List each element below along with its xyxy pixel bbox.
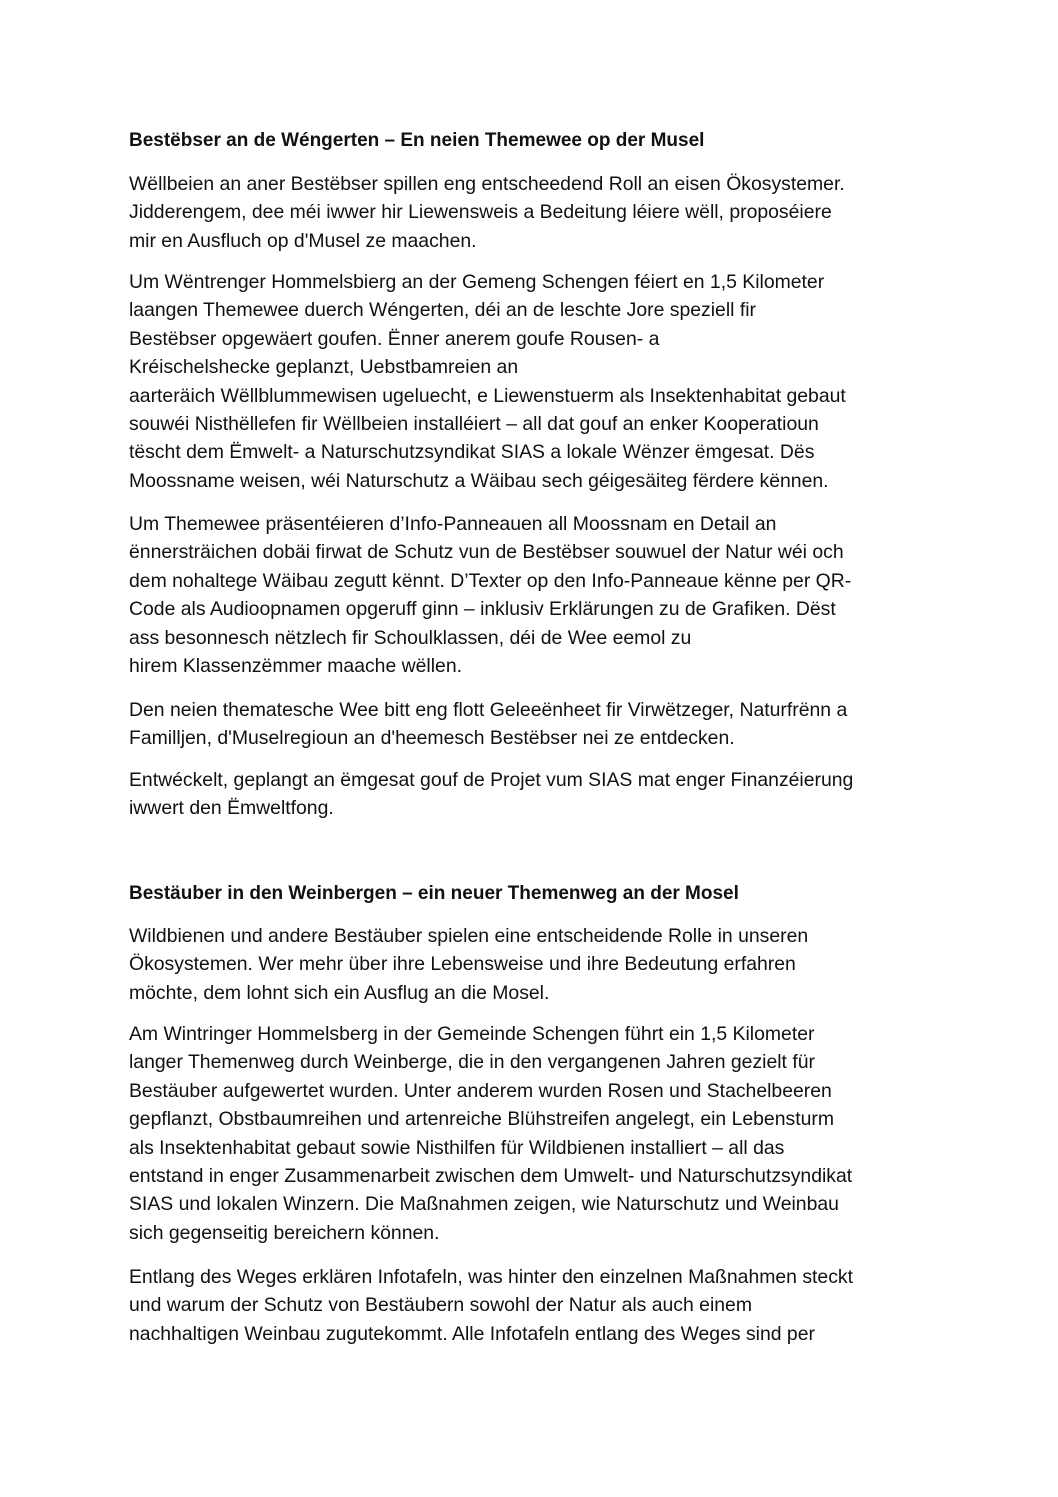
text-line: ass besonnesch nëtzlech fir Schoulklassen, déi de Wee eemol zu xyxy=(129,626,692,649)
paragraph-de-1 xyxy=(129,922,929,1007)
heading-luxembourgish: Bestëbser an de Wéngerten – En neien Themewee op der Musel xyxy=(129,130,705,151)
text-line: ënnersträichen dobäi firwat de Schutz vun de Bestëbser souwuel der Natur wéi och xyxy=(129,541,844,564)
text-line: SIAS und lokalen Winzern. Die Maßnahmen zeigen, wie Naturschutz und Weinbau xyxy=(129,1193,839,1216)
heading-german: Bestäuber in den Weinbergen – ein neuer Themenweg an der Mosel xyxy=(129,883,739,904)
paragraph-de-2 xyxy=(129,1020,929,1247)
text-line: aarteräich Wëllblummewisen ugeluecht, e Liewenstuerm als Insektenhabitat gebaut xyxy=(129,384,846,407)
text-line: Wildbienen und andere Bestäuber spielen eine entscheidende Rolle in unseren xyxy=(129,925,809,947)
text-line: Um Themewee präsentéieren d’Info-Panneauen all Moossnam en Detail an xyxy=(129,513,777,535)
text-line: Entlang des Weges erklären Infotafeln, was hinter den einzelnen Maßnahmen steckt xyxy=(129,1266,853,1288)
text-line: souwéi Nisthëllefen fir Wëllbeien installéiert – all dat gouf an enker Kooperatioun xyxy=(129,413,819,436)
paragraph-lb-4 xyxy=(129,696,929,753)
text-line: und warum der Schutz von Bestäubern sowohl der Natur als auch einem xyxy=(129,1294,752,1317)
text-line: Bestëbser opgewäert goufen. Ënner anerem goufe Rousen- a xyxy=(129,327,660,350)
text-line: dem nohaltege Wäibau zegutt kënnt. D’Texter op den Info-Panneaue kënne per QR- xyxy=(129,569,852,592)
text-line: hirem Klassenzëmmer maache wëllen. xyxy=(129,655,463,678)
text-line: möchte, dem lohnt sich ein Ausflug an die Mosel. xyxy=(129,981,550,1004)
paragraph-lb-5 xyxy=(129,766,929,823)
text-line: Moossname weisen, wéi Naturschutz a Wäibau sech géigesäiteg fërdere kënnen. xyxy=(129,469,829,492)
text-line: Am Wintringer Hommelsberg in der Gemeinde Schengen führt ein 1,5 Kilometer xyxy=(129,1023,815,1045)
paragraph-de-3 xyxy=(129,1263,929,1348)
paragraph-lb-1 xyxy=(129,170,929,255)
text-line: Um Wëntrenger Hommelsbierg an der Gemeng Schengen féiert en 1,5 Kilometer xyxy=(129,271,825,293)
text-line: Familljen, d'Muselregioun an d'heemesch Bestëbser nei ze entdecken. xyxy=(129,727,735,750)
paragraph-lb-3 xyxy=(129,510,929,680)
text-line: Den neien thematesche Wee bitt eng flott Geleeënheet fir Virwëtzeger, Naturfrënn a xyxy=(129,699,848,721)
text-line: langer Themenweg durch Weinberge, die in den vergangenen Jahren gezielt für xyxy=(129,1051,815,1074)
paragraph-lb-2 xyxy=(129,268,929,495)
text-line: mir en Ausfluch op d'Musel ze maachen. xyxy=(129,229,477,252)
text-line: sich gegenseitig bereichern können. xyxy=(129,1221,440,1244)
text-line: iwwert den Ëmweltfong. xyxy=(129,797,334,820)
text-line: als Insektenhabitat gebaut sowie Nisthilfen für Wildbienen installiert – all das xyxy=(129,1136,785,1159)
text-line: tëscht dem Ëmwelt- a Naturschutzsyndikat SIAS a lokale Wënzer ëmgesat. Dës xyxy=(129,441,815,464)
text-line: Jidderengem, dee méi iwwer hir Liewensweis a Bedeitung léiere wëll, proposéiere xyxy=(129,201,832,224)
text-line: nachhaltigen Weinbau zugutekommt. Alle Infotafeln entlang des Weges sind per xyxy=(129,1322,815,1345)
text-line: gepflanzt, Obstbaumreihen und artenreiche Blühstreifen angelegt, ein Lebensturm xyxy=(129,1108,834,1131)
text-line: Code als Audioopnamen opgeruff ginn – inklusiv Erklärungen zu de Grafiken. Dëst xyxy=(129,598,836,621)
text-line: Wëllbeien an aner Bestëbser spillen eng entscheedend Roll an eisen Ökosystemer. xyxy=(129,173,845,195)
text-line: entstand in enger Zusammenarbeit zwischen dem Umwelt- und Naturschutzsyndikat xyxy=(129,1165,853,1188)
text-line: Bestäuber aufgewertet wurden. Unter anderem wurden Rosen und Stachelbeeren xyxy=(129,1079,832,1102)
text-line: Kréischelshecke geplanzt, Uebstbamreien an xyxy=(129,356,519,379)
text-line: Entwéckelt, geplangt an ëmgesat gouf de Projet vum SIAS mat enger Finanzéierung xyxy=(129,769,854,791)
text-line: laangen Themewee duerch Wéngerten, déi an de leschte Jore speziell fir xyxy=(129,299,756,322)
text-line: Ökosystemen. Wer mehr über ihre Lebensweise und ihre Bedeutung erfahren xyxy=(129,953,796,976)
